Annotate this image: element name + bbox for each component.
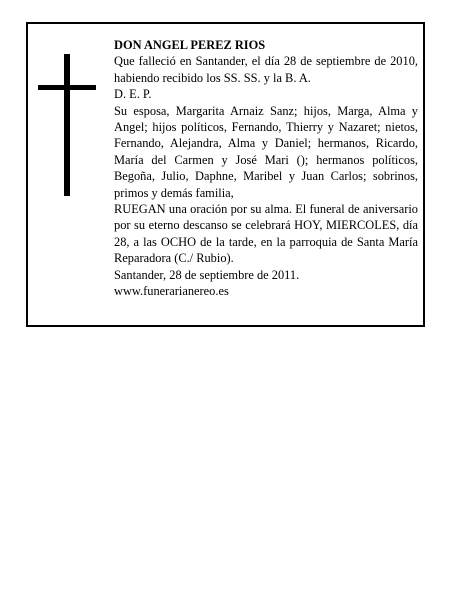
place-date: Santander, 28 de septiembre de 2011.	[114, 267, 300, 282]
funeral-request: RUEGAN una oración por su alma. El funeral de aniversario por su eterno descanso se celebrará HOY, MIERCOLES, día 28, a las OCHO de la tarde, en la parroquia de Santa María Reparadora (C./ Rubio).	[114, 202, 418, 266]
family-list: Su esposa, Margarita Arnaiz Sanz; hijos, Marga, Alma y Angel; hijos políticos, Fernando, Thierry y Nazaret; nietos, Fernando, Alejandra, Alma y Daniel; hermanos, Ricardo, María del Carmen y José Mari (); hermanos políticos, Begoña, Julio, Daphne, Maribel y Juan Carlos; sobrinos, primos y demás familia,	[114, 103, 418, 200]
cross-icon	[64, 54, 70, 196]
deceased-name: DON ANGEL PEREZ RIOS	[114, 38, 266, 52]
rip-line: D. E. P.	[114, 87, 152, 102]
cross-icon-bar	[38, 85, 96, 90]
death-statement: Que falleció en Santander, el día 28 de septiembre de 2010, habiendo recibido los SS. SS. y la B. A.	[114, 54, 418, 85]
funeral-home-website: www.funerarianereo.es	[114, 284, 229, 299]
notice-body	[114, 37, 418, 300]
